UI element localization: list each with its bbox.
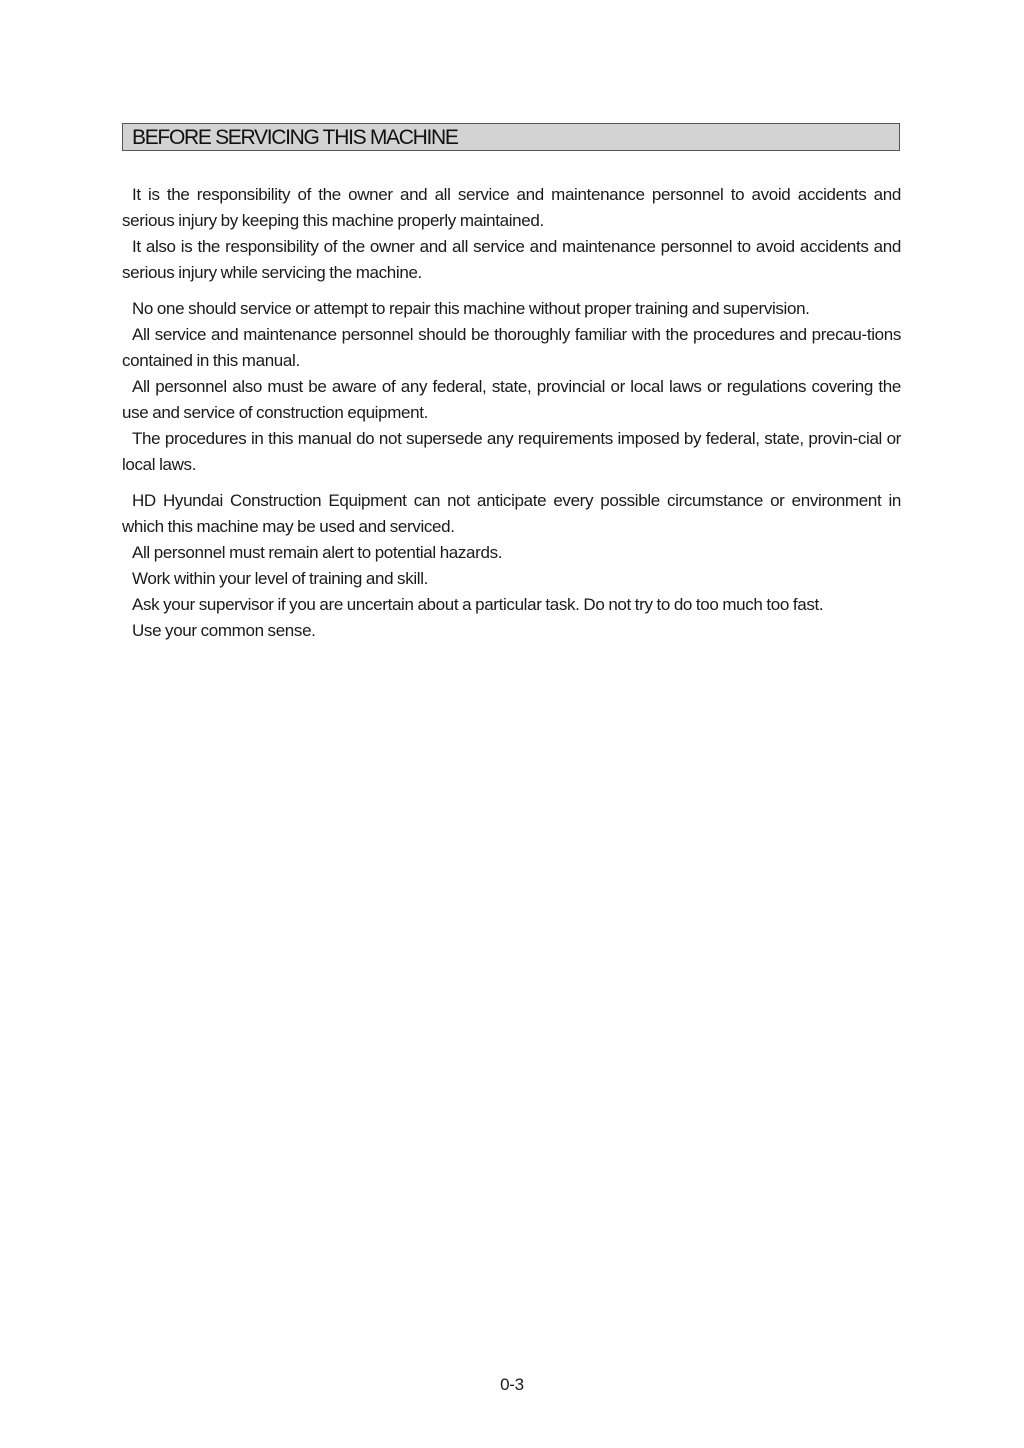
paragraph: It is the responsibility of the owner and all service and maintenance personnel to avoid accidents and serious injury by keeping this machine properly maintained.: [122, 185, 901, 230]
paragraph: It also is the responsibility of the owner and all service and maintenance personnel to avoid accidents and serious injury while servicing the machine.: [122, 237, 901, 282]
paragraph: Work within your level of training and skill.: [132, 569, 429, 588]
paragraph: The procedures in this manual do not supersede any requirements imposed by federal, state, provin-cial or local laws.: [122, 429, 901, 474]
section-title: BEFORE SERVICING THIS MACHINE: [122, 123, 900, 151]
page-number: 0-3: [500, 1375, 524, 1394]
paragraph: HD Hyundai Construction Equipment can not anticipate every possible circumstance or environment in which this machine may be used and serviced.: [122, 491, 901, 536]
paragraph-group-hazards: [122, 488, 901, 644]
paragraph: No one should service or attempt to repair this machine without proper training and supervision.: [132, 299, 810, 318]
paragraph: Use your common sense.: [132, 621, 316, 640]
paragraph: All personnel must remain alert to potential hazards.: [132, 543, 503, 562]
body-text: [122, 182, 901, 644]
paragraph-group-responsibility: [122, 182, 901, 286]
paragraph-group-training: [122, 296, 901, 478]
paragraph: Ask your supervisor if you are uncertain about a particular task. Do not try to do too much too fast.: [132, 595, 824, 614]
paragraph: All personnel also must be aware of any federal, state, provincial or local laws or regulations covering the use and service of construction equipment.: [122, 377, 901, 422]
paragraph: All service and maintenance personnel should be thoroughly familiar with the procedures and precau-tions contained in this manual.: [122, 325, 901, 370]
